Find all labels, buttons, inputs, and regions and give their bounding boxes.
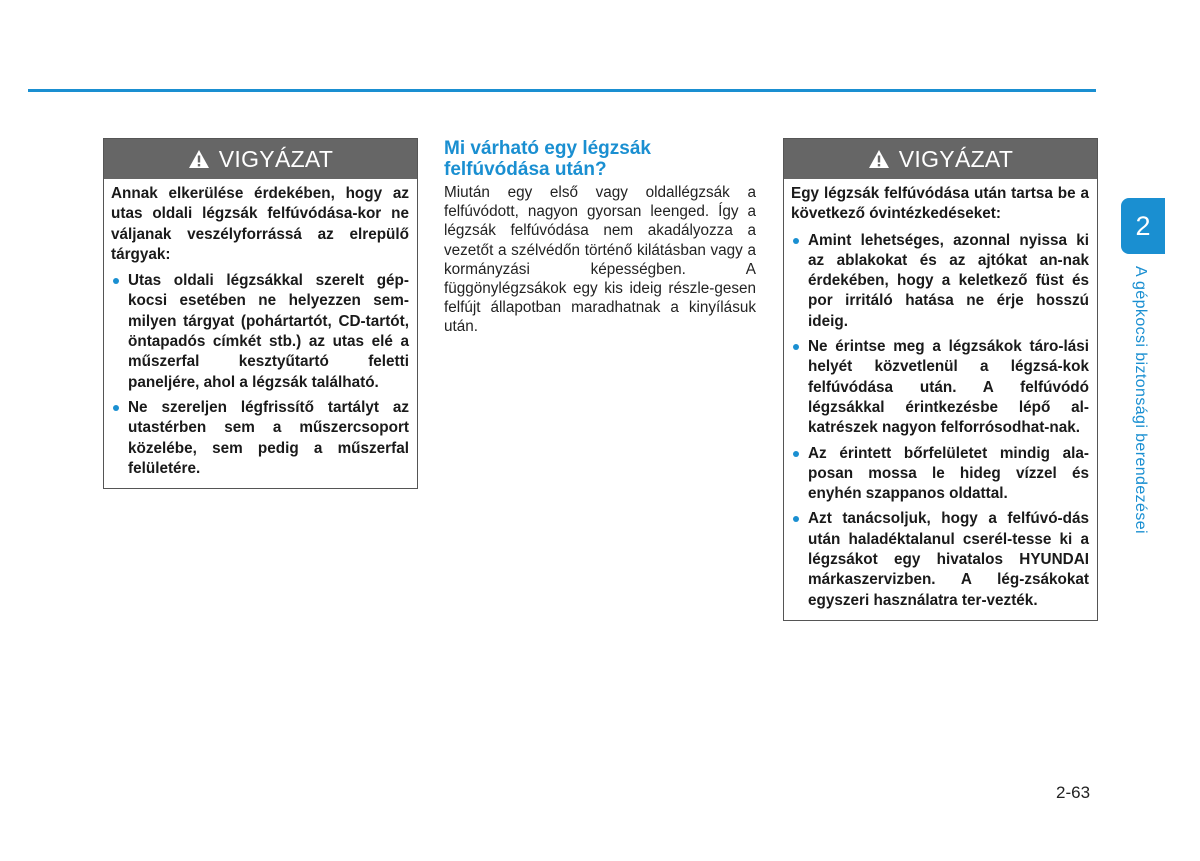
warning-item-text: Amint lehetséges, azonnal nyissa ki az ablakokat és az ajtókat an-nak érdekében, hogy a keletkező füst és por irritáló hatása ne érje hosszú ideig. (808, 231, 1089, 330)
warning-body (104, 179, 417, 488)
chapter-title: A gépkocsi biztonsági berendezései (1132, 266, 1149, 534)
warning-item (111, 271, 409, 393)
bullet-icon (113, 405, 119, 411)
warning-body (784, 179, 1097, 620)
warning-list (111, 271, 409, 479)
page-number: 2-63 (1056, 783, 1091, 802)
warning-list (791, 231, 1089, 611)
warning-header (104, 139, 417, 179)
bullet-icon (113, 278, 119, 284)
section-text: Miután egy első vagy oldallégzsák a felfúvódott, nagyon gyorsan leenged. Így a légzsák felfúvódása nem akadályozza a vezetőt a szélvédőn történő kilátásban vagy a kormányzási képességben. A függönylégzsákok egy kis ideig részle-gesen felfújt állapotban maradhatnak a kinyílásuk után. (444, 184, 756, 336)
warning-intro: Annak elkerülése érdekében, hogy az utas oldali légzsák felfúvódása-kor ne váljanak veszélyforrássá az elrepülő tárgyak: (111, 185, 409, 263)
warning-triangle-icon (868, 149, 890, 169)
warning-item-text: Utas oldali légzsákkal szerelt gép-kocsi esetében ne helyezzen sem-milyen tárgyat (pohártartót, CD-tartót, öntapadós címkét stb.) az utas elé a műszerfal kesztyűtartó feletti paneljére, ahol a légzsák található. (128, 272, 409, 391)
warning-item (791, 231, 1089, 332)
bullet-icon (793, 451, 799, 457)
warning-item (111, 398, 409, 479)
warning-box-right (783, 138, 1098, 621)
chapter-tab: 2 (1121, 198, 1165, 254)
bullet-icon (793, 344, 799, 350)
header-rule (28, 89, 1096, 92)
warning-item-text: Az érintett bőrfelületet mindig ala-posan mossa le hideg vízzel és enyhén szappanos oldattal. (808, 444, 1089, 503)
warning-intro: Egy légzsák felfúvódása után tartsa be a következő óvintézkedéseket: (791, 185, 1089, 223)
warning-title: VIGYÁZAT (898, 145, 1014, 172)
warning-item-text: Ne érintse meg a légzsákok táro-lási helyét közvetlenül a légzsá-kok felfúvódása után. A felfúvódó légzsákkal érintkezésbe lépő al-katrészek nagyon felforrósodhat-nak. (808, 338, 1089, 437)
bullet-icon (793, 516, 799, 522)
section-after-deployment (444, 138, 756, 337)
warning-header (784, 139, 1097, 179)
warning-item-text: Ne szereljen légfrissítő tartályt az utastérben sem a műszercsoport közelébe, sem pedig a műszerfal felületére. (128, 398, 409, 477)
warning-triangle-icon (188, 149, 210, 169)
section-heading: Mi várható egy légzsák felfúvódása után? (444, 138, 651, 180)
warning-box-left (103, 138, 418, 489)
warning-item-text: Azt tanácsoljuk, hogy a felfúvó-dás után haladéktalanul cserél-tesse ki a légzsákot egy hivatalos HYUNDAI márkaszervizben. A lég-zsákokat egyszeri használatra ter-vezték. (808, 510, 1089, 609)
bullet-icon (793, 238, 799, 244)
warning-item (791, 509, 1089, 610)
warning-item (791, 337, 1089, 438)
warning-item (791, 444, 1089, 505)
warning-title: VIGYÁZAT (218, 145, 334, 172)
